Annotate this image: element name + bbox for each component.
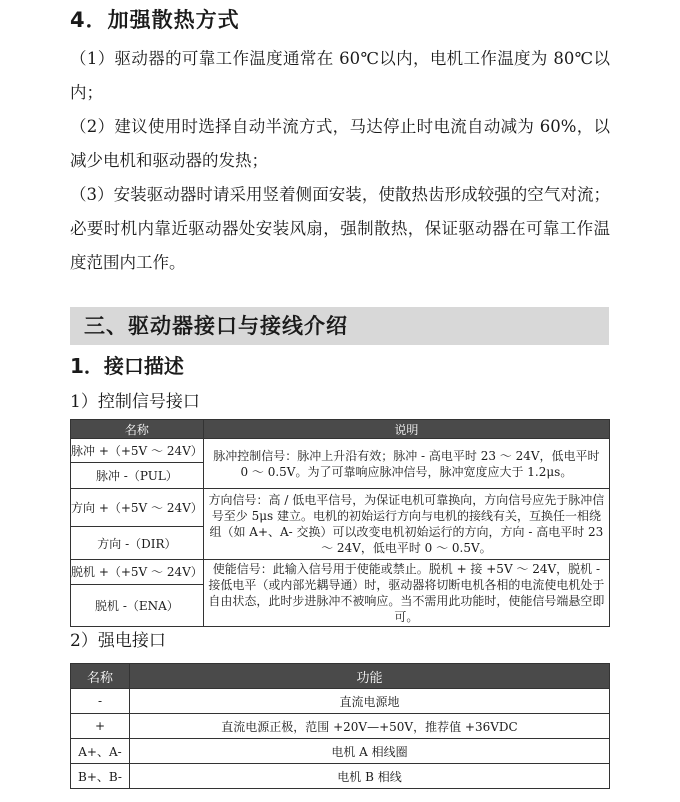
table-header-row [71,664,610,689]
power-interface-table [70,663,610,789]
terminal-name: + [71,714,130,739]
terminal-name: - [71,689,130,714]
signal-name: 脉冲 -（PUL） [71,463,204,489]
heat-dissipation-heading: 4．加强散热方式 [70,8,240,32]
signal-name: 方向 -（DIR） [71,527,204,560]
signal-description: 使能信号：此输入信号用于使能或禁止。脱机 + 接 +5V ～ 24V，脱机 - 接低电平（或内部光耦导通）时，驱动器将切断电机各相的电流使电机处于自由状态，此时步进脉冲不被响应。当不需用此功能时，使能信号端悬空即可。 [203,560,609,627]
signal-name: 脉冲 +（+5V ～ 24V） [71,439,204,463]
table-header-row [71,420,610,439]
column-header: 名称 [71,420,204,439]
table-row [71,739,610,764]
paragraph: （2）建议使用时选择自动半流方式，马达停止时电流自动减为 60%，以减少电机和驱动器的发热； [70,117,610,170]
table-row [71,689,610,714]
table-row [71,439,610,463]
control-signal-table [70,419,610,627]
terminal-name: A+、A- [71,739,130,764]
terminal-function: 电机 B 相线 [130,764,610,789]
subsection-heading: 1．接口描述 [70,354,184,378]
column-header: 名称 [71,664,130,689]
paragraph: （3）安装驱动器时请采用竖着侧面安装，使散热齿形成较强的空气对流；必要时机内靠近驱动器处安装风扇，强制散热，保证驱动器在可靠工作温度范围内工作。 [70,185,610,272]
control-signal-label: 1）控制信号接口 [70,392,200,412]
table-row [71,714,610,739]
terminal-function: 直流电源地 [130,689,610,714]
heat-dissipation-paragraphs [70,42,610,280]
table-row [71,560,610,585]
terminal-function: 直流电源正极，范围 +20V—+50V，推荐值 +36VDC [130,714,610,739]
terminal-function: 电机 A 相线圈 [130,739,610,764]
section-title: 三、驱动器接口与接线介绍 [70,307,609,345]
signal-name: 脱机 +（+5V ～ 24V） [71,560,204,585]
column-header: 功能 [130,664,610,689]
signal-name: 方向 +（+5V ～ 24V） [71,489,204,527]
column-header: 说明 [203,420,609,439]
terminal-name: B+、B- [71,764,130,789]
signal-description: 方向信号：高 / 低电平信号，为保证电机可靠换向，方向信号应先于脉冲信号至少 5μs 建立。电机的初始运行方向与电机的接线有关，互换任一相绕组（如 A+、A- 交换）可以改变电机初始运行的方向，方向 - 高电平时 23 ～ 24V，低电平时 0 ～ 0.5V。 [203,489,609,560]
signal-description: 脉冲控制信号：脉冲上升沿有效；脉冲 - 高电平时 23 ～ 24V，低电平时 0 ～ 0.5V。为了可靠响应脉冲信号，脉冲宽度应大于 1.2μs。 [203,439,609,489]
table-row [71,764,610,789]
signal-name: 脱机 -（ENA） [71,584,204,626]
power-interface-label: 2）强电接口 [70,631,166,651]
table-row [71,489,610,527]
paragraph: （1）驱动器的可靠工作温度通常在 60℃以内，电机工作温度为 80℃以内； [70,49,610,102]
